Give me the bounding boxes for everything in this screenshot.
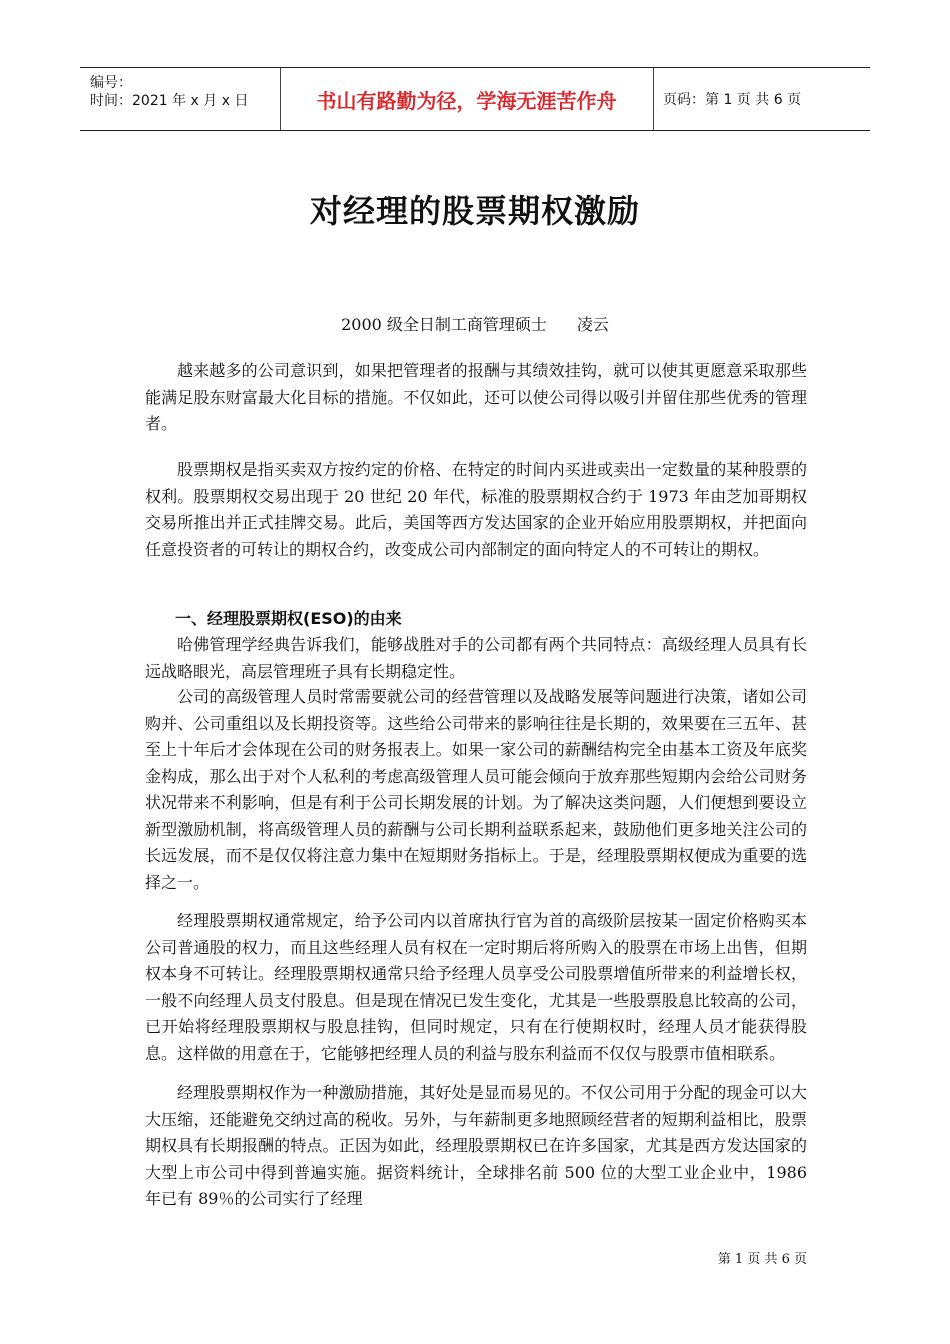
header-page-info: 页码：第 1 页 共 6 页	[663, 92, 802, 108]
byline-program: 2000 级全日制工商管理硕士	[341, 315, 547, 334]
paragraph-eso-benefits: 经理股票期权作为一种激励措施，其好处是显而易见的。不仅公司用于分配的现金可以大大压缩，还能避免交纳过高的税收。另外，与年薪制更多地照顾经营者的短期利益相比，股票期权具有长期报酬的特点。正因为如此，经理股票期权已在许多国家，尤其是西方发达国家的大型上市公司中得到普遍实施。据资料统计，全球排名前 500 位的大型工业企业中，1986 年已有 89％的公司实行了经理	[145, 1083, 807, 1208]
paragraph-intro: 越来越多的公司意识到，如果把管理者的报酬与其绩效挂钩，就可以使其更愿意采取那些能满足股东财富最大化目标的措施。不仅如此，还可以使公司得以吸引并留住那些优秀的管理者。	[145, 361, 807, 433]
date-label: 时间：2021 年 x 月 x 日	[90, 93, 249, 109]
paragraph-management: 公司的高级管理人员时常需要就公司的经营管理以及战略发展等问题进行决策，诸如公司购并、公司重组以及长期投资等。这些给公司带来的影响往往是长期的，效果要在三五年、甚至上十年后才会体现在公司的财务报表上。如果一家公司的薪酬结构完全由基本工资及年底奖金构成，那么出于对个人私利的考虑高级管理人员可能会倾向于放弃那些短期内会给公司财务状况带来不利影响，但是有利于公司长期发展的计划。为了解决这类问题，人们便想到要设立新型激励机制，将高级管理人员的薪酬与公司长期利益联系起来，鼓励他们更多地关注公司的长远发展，而不是仅仅将注意力集中在短期财务指标上。于是，经理股票期权便成为重要的选择之一。	[145, 687, 807, 892]
page-footer: 第 1 页 共 6 页	[717, 1252, 807, 1267]
section-heading: 一、经理股票期权(ESO)的由来	[175, 609, 402, 628]
byline-author: 凌云	[576, 315, 609, 334]
document-title: 对经理的股票期权激励	[309, 192, 640, 230]
paragraph-eso-rules: 经理股票期权通常规定，给予公司内以首席执行官为首的高级阶层按某一固定价格购买本公司普通股的权力，而且这些经理人员有权在一定时期后将所购入的股票在市场上出售，但期权本身不可转让。经理股票期权通常只给予经理人员享受公司股票增值所带来的利益增长权，一般不向经理人员支付股息。但是现在情况已发生变化，尤其是一些股票股息比较高的公司，已开始将经理股票期权与股息挂钩，但同时规定，只有在行使期权时，经理人员才能获得股息。这样做的用意在于，它能够把经理人员的利益与股东利益而不仅仅与股票市值相联系。	[145, 911, 807, 1063]
document-header	[80, 67, 870, 131]
header-meta-cell	[80, 68, 281, 130]
paragraph-harvard: 哈佛管理学经典告诉我们，能够战胜对手的公司都有两个共同特点：高级经理人员具有长远战略眼光，高层管理班子具有长期稳定性。	[145, 635, 807, 681]
header-motto: 书山有路勤为径，学海无涯苦作舟	[280, 68, 654, 130]
paragraph-definition: 股票期权是指买卖双方按约定的价格、在特定的时间内买进或卖出一定数量的某种股票的权利。股票期权交易出现于 20 世纪 20 年代，标准的股票期权合约于 1973 年由芝加哥期权交易所推出并正式挂牌交易。此后，美国等西方发达国家的企业开始应用股票期权，并把面向任意投资者的可转让的期权合约，改变成公司内部制定的面向特定人的不可转让的期权。	[145, 460, 807, 559]
code-label: 编号：	[90, 75, 132, 91]
byline	[0, 312, 950, 335]
